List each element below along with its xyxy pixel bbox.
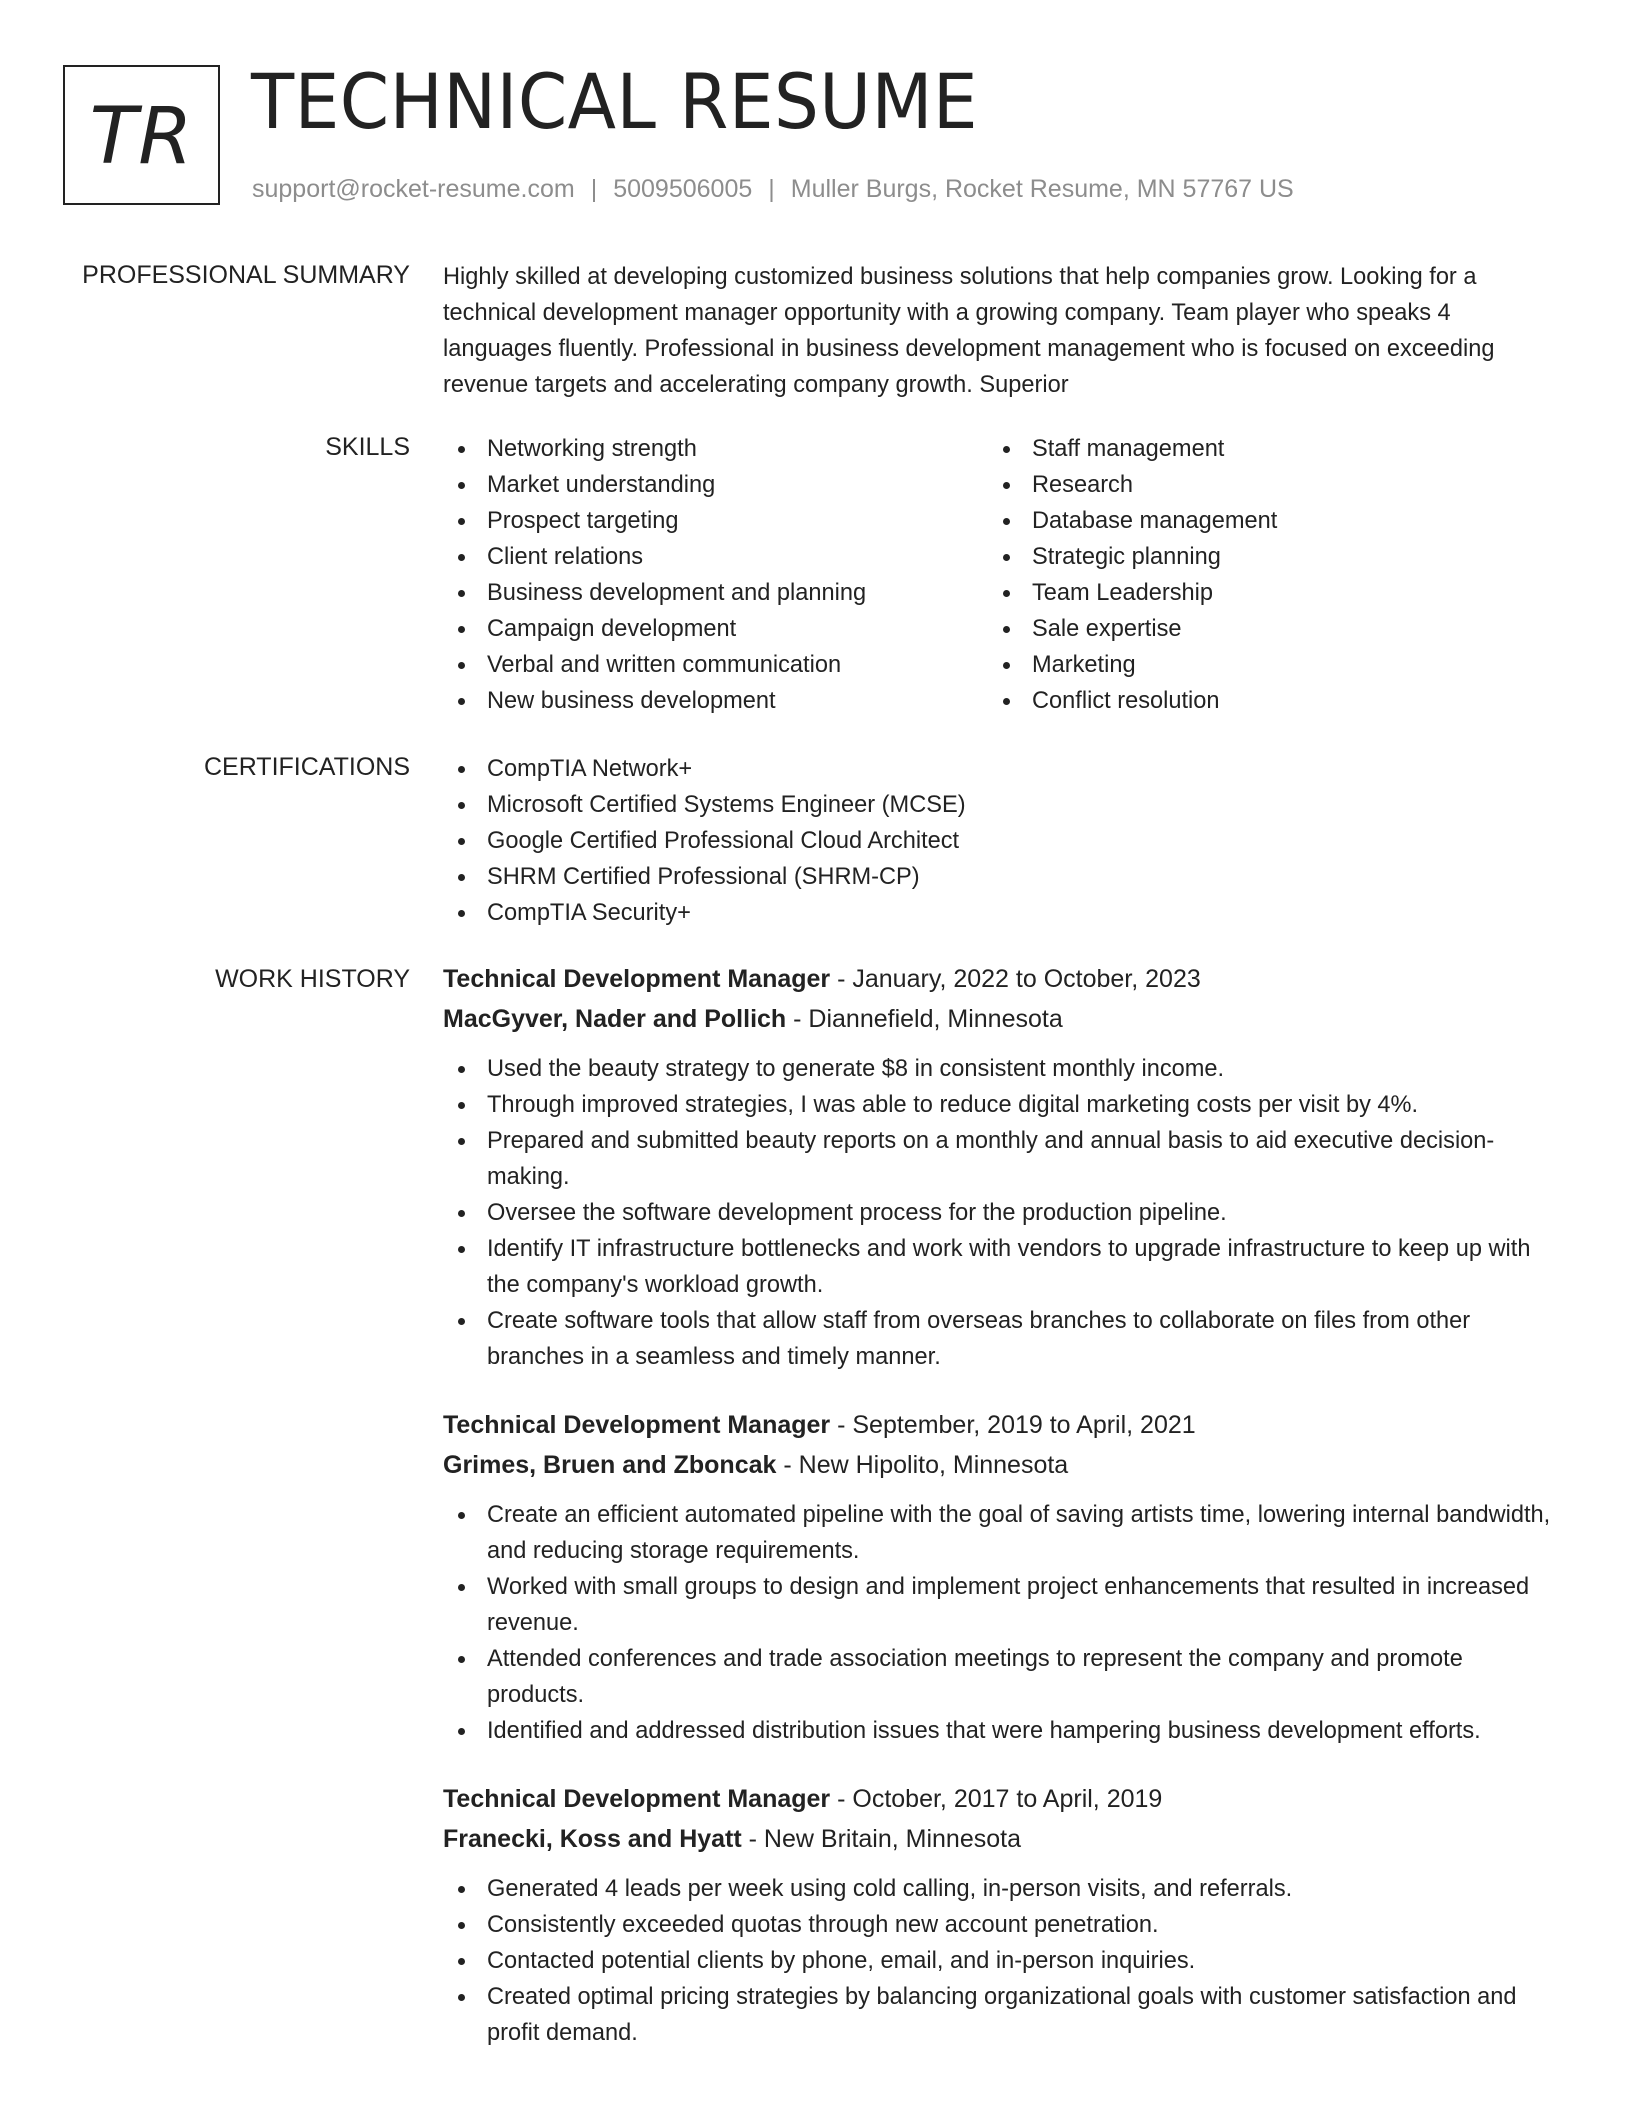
job-company: Grimes, Bruen and Zboncak — [443, 1451, 777, 1479]
skill-item: Team Leadership — [988, 575, 1533, 611]
skill-item: Networking strength — [443, 431, 988, 467]
contact-line — [252, 172, 1294, 206]
skill-item: Sale expertise — [988, 611, 1533, 647]
job-bullets — [443, 1051, 1551, 1375]
contact-address: Muller Burgs, Rocket Resume, MN 57767 US — [790, 175, 1294, 203]
job-title: Technical Development Manager — [443, 1785, 831, 1813]
job-bullet: Identify IT infrastructure bottlenecks and work with vendors to upgrade infrastructure to keep up with the company's workload growth. — [443, 1231, 1551, 1303]
skill-item: Client relations — [443, 539, 988, 575]
certifications-list — [443, 751, 1551, 931]
job-bullet: Create an efficient automated pipeline with the goal of saving artists time, lowering internal bandwidth, and reducing storage requirements. — [443, 1497, 1551, 1569]
skills-list-left — [443, 431, 988, 719]
skill-item: Verbal and written communication — [443, 647, 988, 683]
resume-title: TECHNICAL RESUME — [251, 57, 979, 146]
job-title-line — [443, 959, 1551, 999]
job-title: Technical Development Manager — [443, 1411, 831, 1439]
skill-item: Database management — [988, 503, 1533, 539]
job-bullet: Contacted potential clients by phone, email, and in-person inquiries. — [443, 1943, 1551, 1979]
job-bullet: Identified and addressed distribution issues that were hampering business development efforts. — [443, 1713, 1551, 1749]
skill-item: Conflict resolution — [988, 683, 1533, 719]
job-bullet: Generated 4 leads per week using cold calling, in-person visits, and referrals. — [443, 1871, 1551, 1907]
monogram-badge — [63, 65, 220, 205]
summary-label: PROFESSIONAL SUMMARY — [82, 261, 410, 289]
job-entry — [443, 1405, 1551, 1749]
skill-item: Business development and planning — [443, 575, 988, 611]
skill-item: Research — [988, 467, 1533, 503]
job-company: MacGyver, Nader and Pollich — [443, 1005, 787, 1033]
skill-item: Staff management — [988, 431, 1533, 467]
job-company-line — [443, 1445, 1551, 1485]
job-bullet: Prepared and submitted beauty reports on a monthly and annual basis to aid executive decision-making. — [443, 1123, 1551, 1195]
job-bullet: Attended conferences and trade association meetings to represent the company and promote products. — [443, 1641, 1551, 1713]
certification-item: Microsoft Certified Systems Engineer (MCSE) — [443, 787, 1551, 823]
job-title-line — [443, 1405, 1551, 1445]
skill-item: New business development — [443, 683, 988, 719]
job-bullet: Worked with small groups to design and implement project enhancements that resulted in increased revenue. — [443, 1569, 1551, 1641]
job-bullet: Consistently exceeded quotas through new account penetration. — [443, 1907, 1551, 1943]
job-bullets — [443, 1871, 1551, 2051]
skill-item: Strategic planning — [988, 539, 1533, 575]
work-history-label: WORK HISTORY — [215, 965, 410, 993]
certification-item: SHRM Certified Professional (SHRM-CP) — [443, 859, 1551, 895]
job-bullet: Through improved strategies, I was able to reduce digital marketing costs per visit by 4%. — [443, 1087, 1551, 1123]
job-entry — [443, 959, 1551, 1375]
job-company: Franecki, Koss and Hyatt — [443, 1825, 742, 1853]
job-entry — [443, 1779, 1551, 2051]
certifications-label: CERTIFICATIONS — [203, 753, 410, 781]
job-bullet: Create software tools that allow staff from overseas branches to collaborate on files from other branches in a seamless and timely manner. — [443, 1303, 1551, 1375]
job-bullet: Created optimal pricing strategies by balancing organizational goals with customer satisfaction and profit demand. — [443, 1979, 1551, 2051]
skills-list-right — [988, 431, 1533, 719]
job-title-line — [443, 1779, 1551, 1819]
contact-separator: | — [768, 175, 775, 203]
job-title: Technical Development Manager — [443, 965, 831, 993]
contact-separator: | — [590, 175, 598, 203]
job-company-line — [443, 1819, 1551, 1859]
job-dates: - October, 2017 to April, 2019 — [830, 1785, 1163, 1813]
job-bullets — [443, 1497, 1551, 1749]
job-bullet: Used the beauty strategy to generate $8 in consistent monthly income. — [443, 1051, 1551, 1087]
job-company-line — [443, 999, 1551, 1039]
job-bullet: Oversee the software development process for the production pipeline. — [443, 1195, 1551, 1231]
job-dates: - September, 2019 to April, 2021 — [830, 1411, 1196, 1439]
job-location: - New Britain, Minnesota — [741, 1825, 1021, 1853]
certification-item: CompTIA Network+ — [443, 751, 1551, 787]
certification-item: Google Certified Professional Cloud Architect — [443, 823, 1551, 859]
job-dates: - January, 2022 to October, 2023 — [830, 965, 1201, 993]
monogram-text: TR — [89, 92, 194, 182]
job-location: - New Hipolito, Minnesota — [776, 1451, 1069, 1479]
skill-item: Market understanding — [443, 467, 988, 503]
contact-email: support@rocket-resume.com — [252, 175, 575, 203]
contact-phone: 5009506005 — [613, 175, 753, 203]
job-location: - Diannefield, Minnesota — [786, 1005, 1063, 1033]
skill-item: Campaign development — [443, 611, 988, 647]
skill-item: Marketing — [988, 647, 1533, 683]
summary-text: Highly skilled at developing customized business solutions that help companies grow. Looking for a technical development manager opportunity with a growing company. Team player who speaks 4 languages fluently. Professional in business development management who is focused on exceeding revenue targets and accelerating company growth. Superior — [443, 264, 1495, 398]
skill-item: Prospect targeting — [443, 503, 988, 539]
skills-label: SKILLS — [325, 433, 410, 461]
certification-item: CompTIA Security+ — [443, 895, 1551, 931]
